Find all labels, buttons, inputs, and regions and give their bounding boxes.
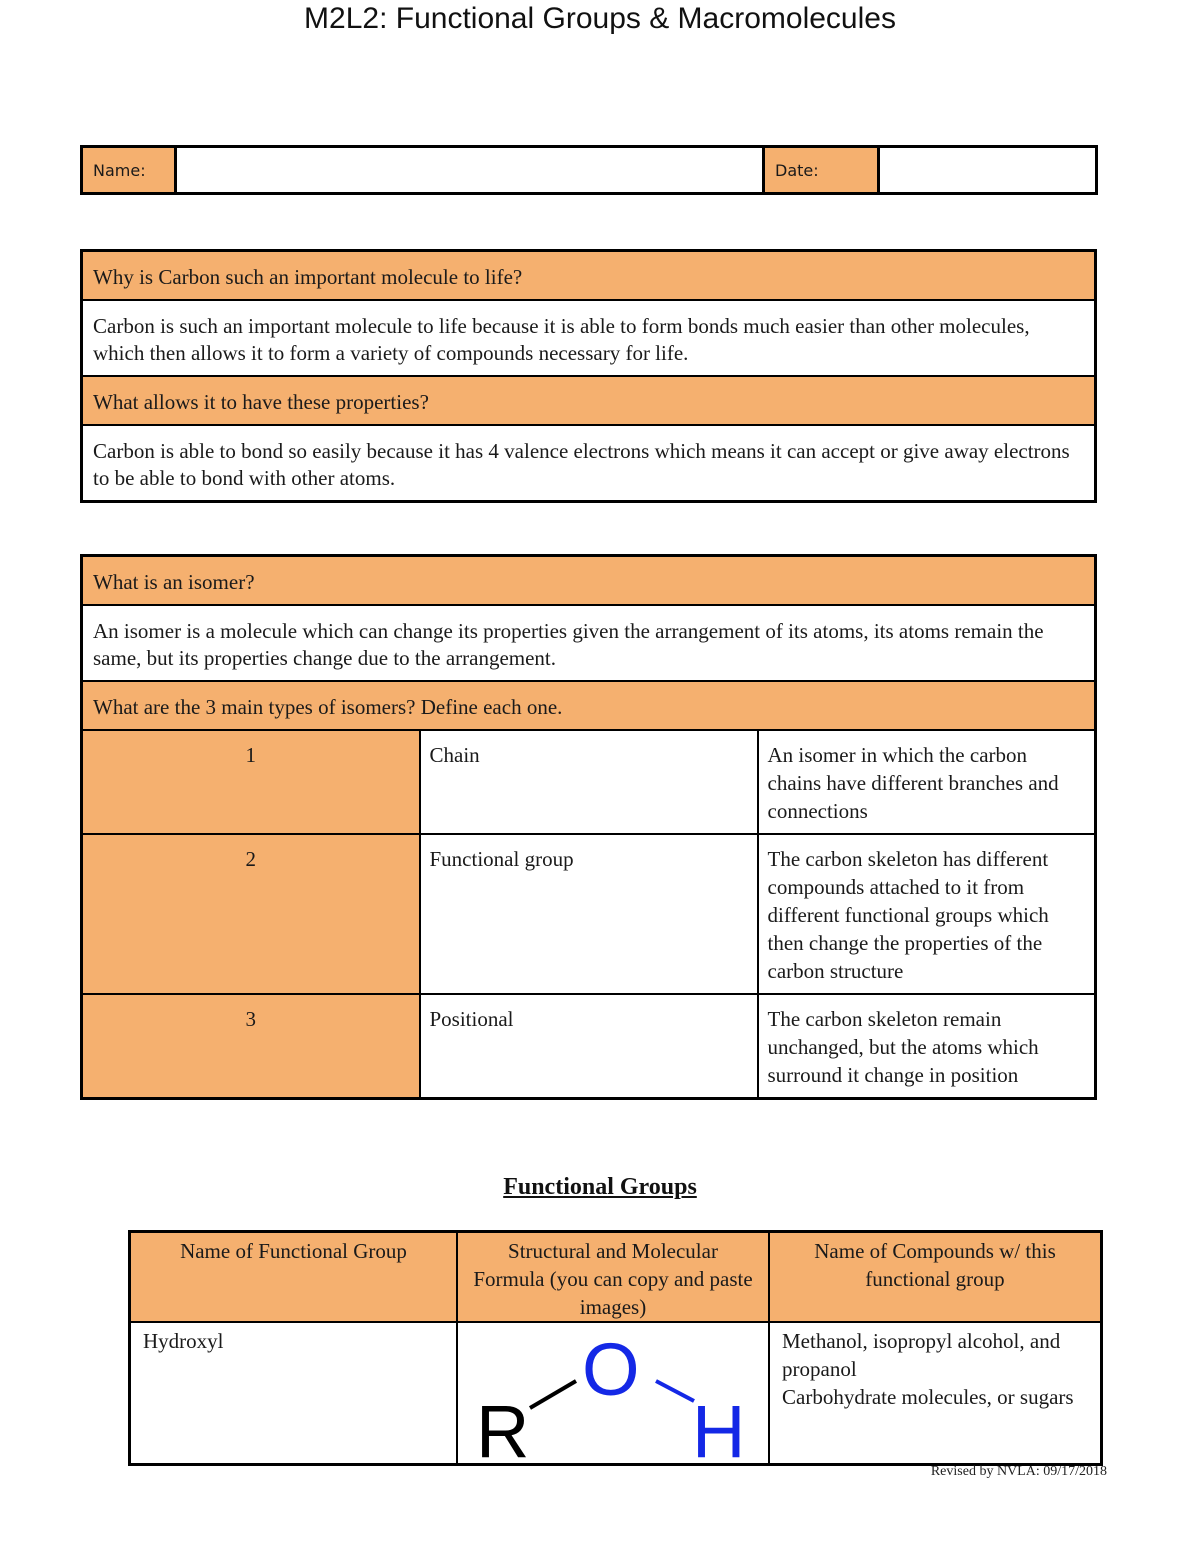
isomer-type-number: 1 xyxy=(82,730,420,834)
isomer-type-definition[interactable]: The carbon skeleton remain unchanged, but the atoms which surround it change in position xyxy=(758,994,1096,1099)
isomer-type-name[interactable]: Chain xyxy=(420,730,758,834)
hydroxyl-structure-image xyxy=(457,1322,769,1465)
column-header-formula: Structural and Molecular Formula (you can copy and paste images) xyxy=(457,1232,769,1323)
isomer-type-row xyxy=(82,834,1096,994)
o-h-bond xyxy=(656,1381,694,1401)
date-label: Date: xyxy=(764,147,879,194)
column-header-group-name: Name of Functional Group xyxy=(130,1232,458,1323)
revision-note: Revised by NVLA: 09/17/2018 xyxy=(930,1464,1107,1479)
functional-group-name[interactable]: Hydroxyl xyxy=(130,1322,458,1465)
isomer-qa-table xyxy=(80,554,1097,1100)
name-label: Name: xyxy=(82,147,176,194)
oxygen-atom-label: O xyxy=(582,1328,640,1411)
isomer-type-name[interactable]: Positional xyxy=(420,994,758,1099)
question-carbon-properties: What allows it to have these properties? xyxy=(82,376,1096,425)
isomer-type-definition[interactable]: The carbon skeleton has different compounds attached to it from different functional groups which then change the properties of the carbon structure xyxy=(758,834,1096,994)
compounds-line: Carbohydrate molecules, or sugars xyxy=(782,1385,1074,1409)
table-row xyxy=(130,1322,1102,1465)
name-field[interactable] xyxy=(176,147,764,194)
isomer-type-row xyxy=(82,730,1096,834)
isomer-type-number: 3 xyxy=(82,994,420,1099)
isomer-type-row xyxy=(82,994,1096,1099)
column-header-compounds: Name of Compounds w/ this functional group xyxy=(769,1232,1102,1323)
hydroxyl-structure-diagram xyxy=(458,1323,766,1461)
question-isomer-definition: What is an isomer? xyxy=(82,556,1096,606)
compounds-line: Methanol, isopropyl alcohol, and propanol xyxy=(782,1329,1061,1381)
answer-isomer-definition[interactable]: An isomer is a molecule which can change its properties given the arrangement of its atoms, its atoms remain the same, but its properties change due to the arrangement. xyxy=(82,605,1096,681)
answer-carbon-properties[interactable]: Carbon is able to bond so easily because it has 4 valence electrons which means it can accept or give away electrons to be able to bond with other atoms. xyxy=(82,425,1096,502)
question-carbon-importance: Why is Carbon such an important molecule to life? xyxy=(82,251,1096,301)
answer-carbon-importance[interactable]: Carbon is such an important molecule to life because it is able to form bonds much easier than other molecules, which then allows it to form a variety of compounds necessary for life. xyxy=(82,300,1096,376)
compounds-cell[interactable] xyxy=(769,1322,1102,1465)
functional-groups-heading: Functional Groups xyxy=(503,1174,697,1200)
r-o-bond xyxy=(530,1381,576,1408)
r-group-label: R xyxy=(476,1390,530,1461)
isomer-type-name[interactable]: Functional group xyxy=(420,834,758,994)
name-date-table xyxy=(80,145,1098,195)
hydrogen-atom-label: H xyxy=(692,1390,746,1461)
isomer-type-number: 2 xyxy=(82,834,420,994)
page-title: M2L2: Functional Groups & Macromolecules xyxy=(304,2,896,35)
date-field[interactable] xyxy=(879,147,1097,194)
isomer-type-definition[interactable]: An isomer in which the carbon chains have different branches and connections xyxy=(758,730,1096,834)
functional-groups-table xyxy=(128,1230,1103,1466)
carbon-qa-table xyxy=(80,249,1097,503)
question-isomer-types: What are the 3 main types of isomers? Define each one. xyxy=(82,681,1096,730)
